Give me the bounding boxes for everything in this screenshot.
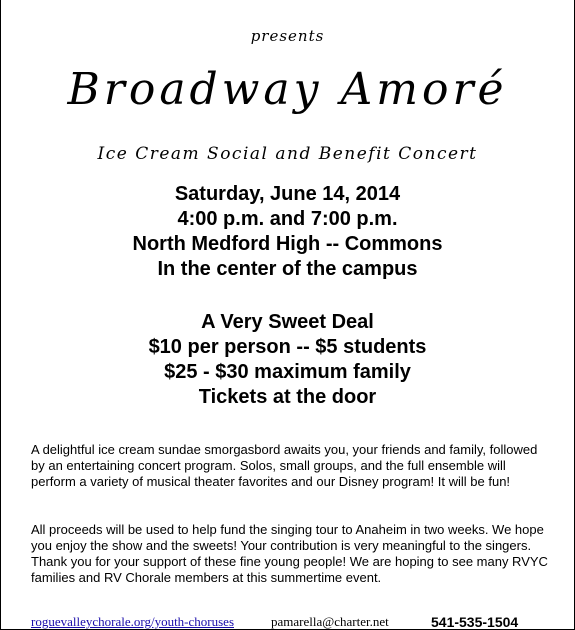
event-details <box>1 182 574 282</box>
contact-email[interactable]: pamarella@charter.net <box>271 614 389 629</box>
contact-phone: 541-535-1504 <box>431 614 519 630</box>
event-subtitle: Ice Cream Social and Benefit Concert <box>97 144 478 164</box>
description-paragraph: A delightful ice cream sundae smorgasbord awaits you, your friends and family, followed by an entertaining concert program. Solos, small groups, and the full ensemble will perform a variety of musical theater favorites and our Disney program! It will be fun! <box>31 442 538 489</box>
event-location-note: In the center of the campus <box>157 258 418 280</box>
deal-heading: A Very Sweet Deal <box>201 311 374 333</box>
presents-label: presents <box>250 27 325 45</box>
contact-footer <box>31 614 551 630</box>
proceeds-paragraph: All proceeds will be used to help fund the singing tour to Anaheim in two weeks. We hope you enjoy the show and the sweets! Your contribution is very meaningful to the singers. Thank you for your support of these fine young people! We are hoping to see many RVYC families and RV Chorale members at this summertime event. <box>31 522 548 585</box>
pricing-details <box>1 310 574 410</box>
event-title: Broadway Amoré <box>67 64 508 115</box>
event-date: Saturday, June 14, 2014 <box>174 183 401 205</box>
price-family: $25 - $30 maximum family <box>164 361 411 383</box>
event-times: 4:00 p.m. and 7:00 p.m. <box>177 208 398 230</box>
website-link[interactable]: roguevalleychorale.org/youth-choruses <box>31 614 234 629</box>
tickets-note: Tickets at the door <box>198 386 377 408</box>
event-venue: North Medford High -- Commons <box>132 233 443 255</box>
price-per-person: $10 per person -- $5 students <box>148 336 427 358</box>
